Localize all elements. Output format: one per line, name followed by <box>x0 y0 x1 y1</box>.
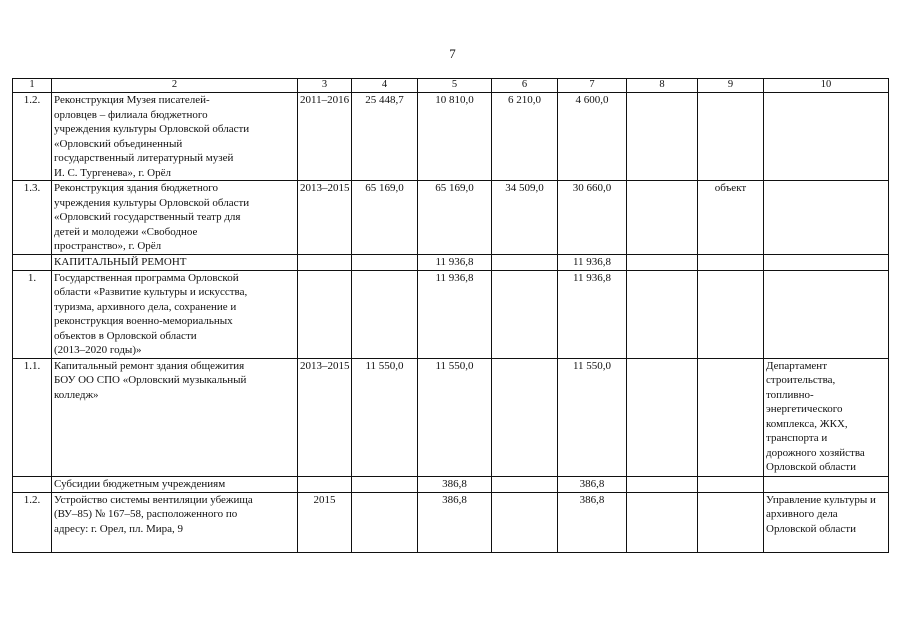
table-row <box>13 254 889 270</box>
row-executor-cell: Департамент строительства, топливно- энергетического комплекса, ЖКХ, транспорта и дорожного хозяйства Орловской области <box>764 358 889 476</box>
row-value-cell <box>627 476 698 492</box>
row-unit-cell <box>698 93 764 181</box>
row-name-cell: Реконструкция здания бюджетного учреждения культуры Орловской области «Орловский государственный театр для детей и молодежи «Свободное пространство», г. Орёл <box>52 181 298 255</box>
row-executor-cell <box>764 93 889 181</box>
row-number-cell <box>13 254 52 270</box>
row-unit-cell <box>698 492 764 552</box>
table-row <box>13 476 889 492</box>
row-unit-cell <box>698 270 764 358</box>
row-name-cell: Реконструкция Музея писателей- орловцев – филиала бюджетного учреждения культуры Орловской области «Орловский объединенный государственный литературный музей И. С. Тургенева», г. Орёл <box>52 93 298 181</box>
row-unit-cell <box>698 358 764 476</box>
header-cell: 3 <box>298 79 352 93</box>
row-executor-cell <box>764 476 889 492</box>
row-name-cell: Государственная программа Орловской области «Развитие культуры и искусства, туризма, архивного дела, сохранение и реконструкция военно-мемориальных объектов в Орловской области (2013–2020 годы)» <box>52 270 298 358</box>
row-value-cell: 386,8 <box>418 492 492 552</box>
row-value-cell <box>627 492 698 552</box>
row-number-cell: 1.2. <box>13 93 52 181</box>
row-value-cell: 386,8 <box>418 476 492 492</box>
header-cell: 8 <box>627 79 698 93</box>
row-value-cell: 11 936,8 <box>418 254 492 270</box>
row-value-cell <box>627 270 698 358</box>
row-unit-cell: объект <box>698 181 764 255</box>
header-cell: 9 <box>698 79 764 93</box>
row-total-cell <box>352 270 418 358</box>
row-value-cell: 386,8 <box>558 492 627 552</box>
row-value-cell: 34 509,0 <box>492 181 558 255</box>
row-value-cell: 11 550,0 <box>558 358 627 476</box>
row-total-cell <box>352 476 418 492</box>
row-total-cell <box>352 254 418 270</box>
row-executor-cell <box>764 181 889 255</box>
row-value-cell: 6 210,0 <box>492 93 558 181</box>
row-executor-cell: Управление культуры и архивного дела Орловской области <box>764 492 889 552</box>
row-value-cell <box>492 254 558 270</box>
table-row <box>13 181 889 255</box>
budget-table <box>12 78 889 553</box>
header-cell: 10 <box>764 79 889 93</box>
row-value-cell: 11 936,8 <box>558 270 627 358</box>
row-value-cell <box>492 476 558 492</box>
row-period-cell <box>298 476 352 492</box>
row-total-cell <box>352 492 418 552</box>
row-number-cell: 1. <box>13 270 52 358</box>
row-executor-cell <box>764 270 889 358</box>
row-name-cell: КАПИТАЛЬНЫЙ РЕМОНТ <box>52 254 298 270</box>
row-value-cell: 10 810,0 <box>418 93 492 181</box>
table-row <box>13 93 889 181</box>
row-value-cell <box>627 93 698 181</box>
row-number-cell: 1.1. <box>13 358 52 476</box>
row-period-cell <box>298 254 352 270</box>
row-number-cell: 1.2. <box>13 492 52 552</box>
row-period-cell: 2013–2015 <box>298 181 352 255</box>
row-name-cell: Субсидии бюджетным учреждениям <box>52 476 298 492</box>
row-value-cell: 65 169,0 <box>418 181 492 255</box>
header-cell: 4 <box>352 79 418 93</box>
table-row <box>13 358 889 476</box>
row-value-cell: 11 550,0 <box>418 358 492 476</box>
row-number-cell <box>13 476 52 492</box>
row-value-cell <box>492 492 558 552</box>
row-number-cell: 1.3. <box>13 181 52 255</box>
row-value-cell: 30 660,0 <box>558 181 627 255</box>
row-value-cell: 11 936,8 <box>558 254 627 270</box>
row-name-cell: Устройство системы вентиляции убежища (ВУ–85) № 167–58, расположенного по адресу: г. Орел, пл. Мира, 9 <box>52 492 298 552</box>
row-value-cell: 11 936,8 <box>418 270 492 358</box>
row-unit-cell <box>698 254 764 270</box>
row-period-cell: 2013–2015 <box>298 358 352 476</box>
row-value-cell <box>627 254 698 270</box>
row-value-cell <box>492 270 558 358</box>
header-cell: 1 <box>13 79 52 93</box>
row-value-cell <box>627 181 698 255</box>
header-cell: 6 <box>492 79 558 93</box>
row-period-cell <box>298 270 352 358</box>
row-value-cell <box>492 358 558 476</box>
table-row <box>13 492 889 552</box>
header-row <box>13 79 889 93</box>
row-total-cell: 11 550,0 <box>352 358 418 476</box>
row-period-cell: 2011–2016 <box>298 93 352 181</box>
row-value-cell: 4 600,0 <box>558 93 627 181</box>
row-name-cell: Капитальный ремонт здания общежития БОУ ОО СПО «Орловский музыкальный колледж» <box>52 358 298 476</box>
row-total-cell: 65 169,0 <box>352 181 418 255</box>
row-value-cell <box>627 358 698 476</box>
header-cell: 7 <box>558 79 627 93</box>
header-cell: 5 <box>418 79 492 93</box>
row-total-cell: 25 448,7 <box>352 93 418 181</box>
row-executor-cell <box>764 254 889 270</box>
table-row <box>13 270 889 358</box>
row-period-cell: 2015 <box>298 492 352 552</box>
page-number: 7 <box>449 46 456 61</box>
header-cell: 2 <box>52 79 298 93</box>
row-value-cell: 386,8 <box>558 476 627 492</box>
row-unit-cell <box>698 476 764 492</box>
